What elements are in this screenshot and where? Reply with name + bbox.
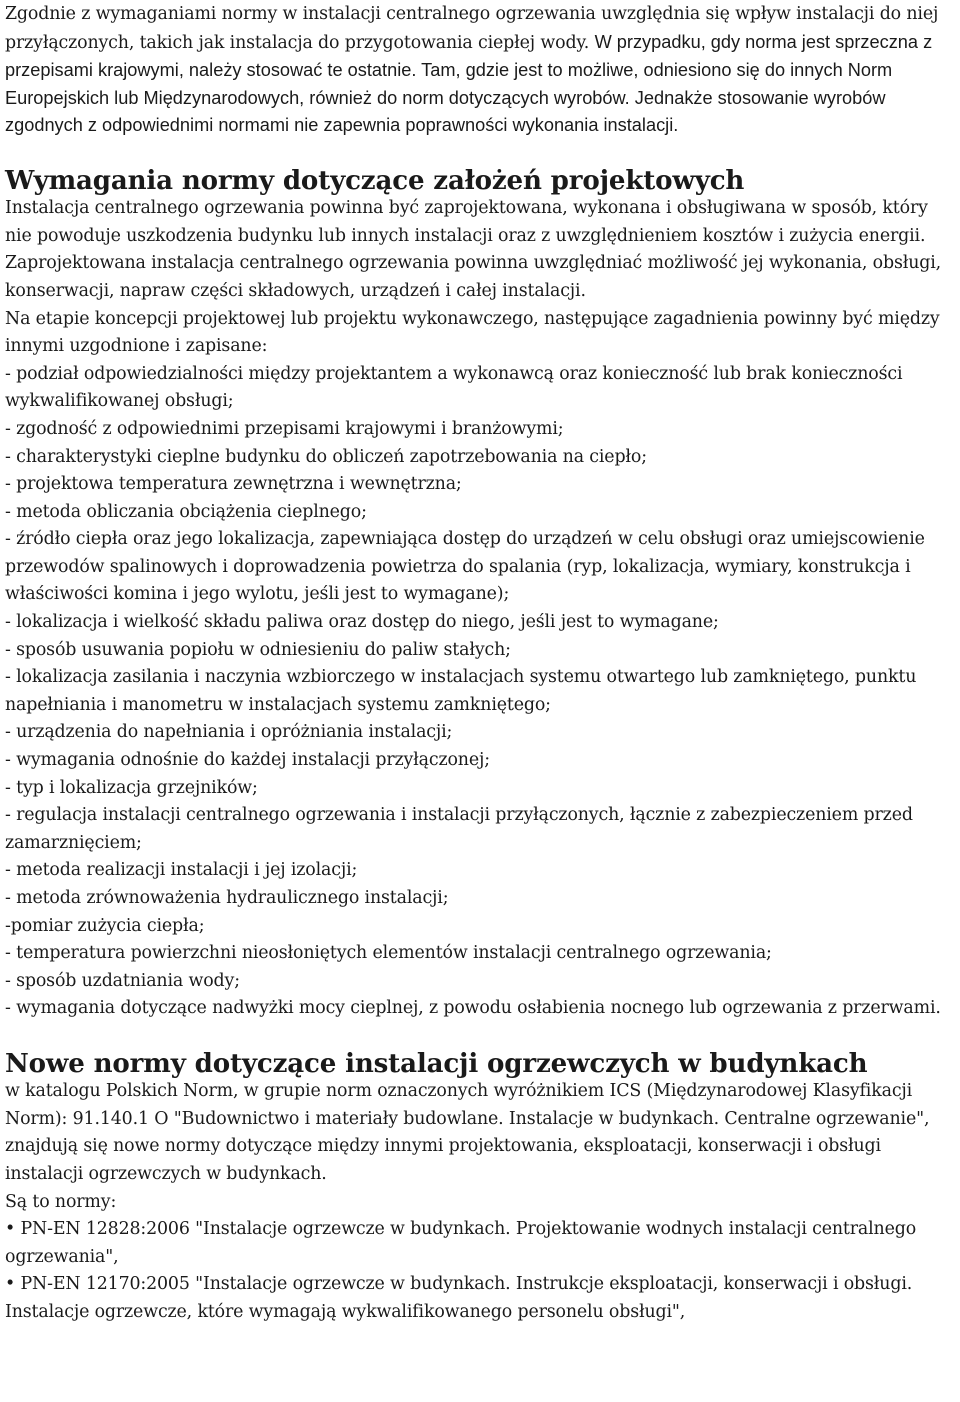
list-item: -pomiar zużycia ciepła; [5,915,205,936]
list-item: - typ i lokalizacja grzejników; [5,777,258,798]
list-item: - metoda zrównoważenia hydraulicznego instalacji; [5,888,449,908]
intro-text-sans: W przypadku, gdy norma jest sprzeczna z przepisami krajowymi, należy stosować te ostatnie. Tam, gdzie jest to możliwe, odniesiono się do innych Norm Europejskich lub Międzynarodowych, również do norm dotyczących wyrobów. Jednakże stosowanie wyrobów zgodnych z odpowiednimi normami nie zapewnia poprawności wykonania instalacji. [5,31,933,136]
paragraph: Instalacja centralnego ogrzewania powinna być zaprojektowana, wykonana i obsługiwana w sposób, który nie powoduje uszkodzenia budynku lub innych instalacji oraz z uwzględnieniem kosztów i zużycia energii. [5,198,928,246]
list-item: - sposób usuwania popiołu w odniesieniu do paliw stałych; [5,639,511,660]
requirements-list [5,361,954,1023]
paragraph: w katalogu Polskich Norm, w grupie norm oznaczonych wyróżnikiem ICS (Międzynarodowej Klasyfikacji Norm): 91.140.1 O "Budownictwo i materiały budowlane. Instalacje w budynkach. Centralne ogrzewanie", znajdują się nowe normy dotyczące między innymi projektowania, eksploatacji, konserwacji i obsługi instalacji ogrzewczych w budynkach. [5,1081,930,1184]
list-item: - źródło ciepła oraz jego lokalizacja, zapewniająca dostęp do urządzeń w celu obsługi oraz umiejscowienie przewodów spalinowych i doprowadzenia powietrza do spalania (ryp, lokalizacja, wymiary, konstrukcja i właściwości komina i jego wylotu, jeśli jest to wymagane); [5,529,925,605]
list-item: - wymagania dotyczące nadwyżki mocy cieplnej, z powodu osłabienia nocnego lub ogrzewania z przerwami. [5,998,941,1019]
list-item: - lokalizacja zasilania i naczynia wzbiorczego w instalacjach systemu otwartego lub zamkniętego, punktu napełniania i manometru w instalacjach systemu zamkniętego; [5,667,917,715]
paragraph: Zaprojektowana instalacja centralnego ogrzewania powinna uwzględniać możliwość jej wykonania, obsługi, konserwacji, napraw części składowych, urządzeń i całej instalacji. [5,253,942,301]
paragraph-lead: Są to normy: [5,1191,117,1212]
intro-text-serif: Zgodnie z wymaganiami normy w instalacji centralnego ogrzewania uwzględnia się wpływ instalacji do niej przyłączonych, takich jak instalacja do przygotowania ciepłej wody. [5,4,939,53]
list-item: - temperatura powierzchni nieosłoniętych elementów instalacji centralnego ogrzewania; [5,943,772,964]
list-item: - metoda obliczania obciążenia cieplnego; [5,501,367,522]
paragraph: Na etapie koncepcji projektowej lub projektu wykonawczego, następujące zagadnienia powinny być między innymi uzgodnione i zapisane: [5,308,940,357]
list-item: - metoda realizacji instalacji i jej izolacji; [5,860,358,881]
list-item: - urządzenia do napełniania i opróżniania instalacji; [5,722,453,743]
list-item: - regulacja instalacji centralnego ogrzewania i instalacji przyłączonych, łącznie z zabezpieczeniem przed zamarznięciem; [5,805,913,853]
bullet-item: • PN-EN 12828:2006 "Instalacje ogrzewcze w budynkach. Projektowanie wodnych instalacji centralnego ogrzewania", [5,1219,917,1267]
intro-paragraph [5,0,954,140]
standards-list [5,1216,954,1326]
spacer [5,1023,954,1051]
list-item: - wymagania odnośnie do każdej instalacji przyłączonej; [5,750,490,771]
list-item: - zgodność z odpowiednimi przepisami krajowymi i branżowymi; [5,418,564,439]
list-item: - sposób uzdatniania wody; [5,970,240,991]
bullet-item: • PN-EN 12170:2005 "Instalacje ogrzewcze w budynkach. Instrukcje eksploatacji, konserwacji i obsługi. Instalacje ogrzewcze, które wymagają wykwalifikowanego personelu obsługi", [5,1274,913,1322]
list-item: - lokalizacja i wielkość składu paliwa oraz dostęp do niego, jeśli jest to wymagane; [5,612,719,633]
list-item: - charakterystyki cieplne budynku do obliczeń zapotrzebowania na ciepło; [5,446,647,467]
section-heading-new-standards: Nowe normy dotyczące instalacji ogrzewczych w budynkach [5,1048,868,1079]
list-item: - podział odpowiedzialności między projektantem a wykonawcą oraz konieczność lub brak konieczności wykwalifikowanej obsługi; [5,363,903,412]
list-item: - projektowa temperatura zewnętrzna i wewnętrzna; [5,474,462,495]
section-heading-design-requirements: Wymagania normy dotyczące założeń projektowych [5,165,745,196]
spacer [5,140,954,168]
